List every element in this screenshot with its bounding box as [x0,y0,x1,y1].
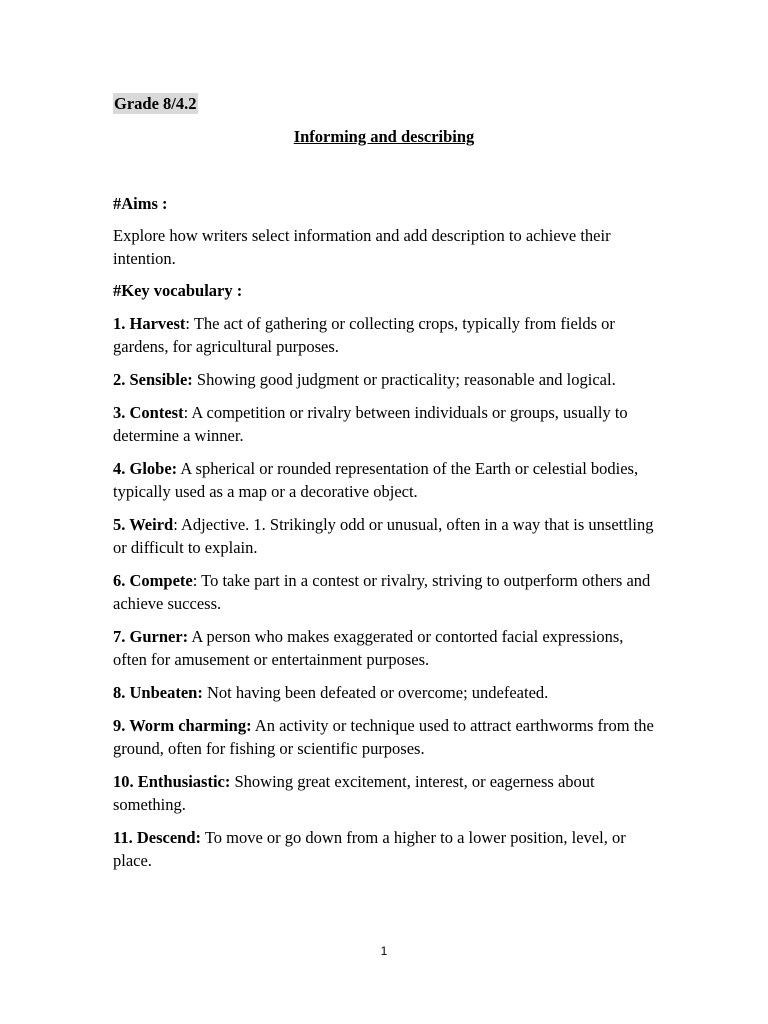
vocabulary-term: 6. Compete [113,571,193,590]
page-number: 1 [380,944,388,958]
vocabulary-definition: Showing great excitement, interest, or eagerness about something. [113,772,595,814]
vocabulary-definition: The act of gathering or collecting crops, typically from fields or gardens, for agricultural purposes. [113,314,615,356]
vocabulary-item [113,770,658,816]
vocabulary-separator: : [173,515,182,534]
vocabulary-separator: : [192,571,202,590]
vocabulary-item [113,714,658,760]
aims-text: Explore how writers select information and add description to achieve their intention. [113,226,611,268]
vocabulary-definition: A person who makes exaggerated or contorted facial expressions, often for amusement or entertainment purposes. [113,627,624,669]
document-title: Informing and describing [293,127,475,146]
vocabulary-term: 7. Gurner: [113,627,189,646]
vocabulary-item [113,513,658,559]
vocabulary-item [113,625,658,671]
vocabulary-term: 10. Enthusiastic: [113,772,231,791]
vocabulary-item [113,569,658,615]
vocabulary-item [113,681,658,704]
vocabulary-definition: An activity or technique used to attract earthworms from the ground, often for fishing or scientific purposes. [113,716,654,758]
vocabulary-term: 1. Harvest [113,314,186,333]
vocabulary-separator: : [185,314,194,333]
vocabulary-definition: A spherical or rounded representation of the Earth or celestial bodies, typically used as a map or a decorative object. [113,459,639,501]
vocabulary-heading: #Key vocabulary : [113,281,243,300]
vocabulary-term: 3. Contest [113,403,184,422]
vocabulary-definition: To take part in a contest or rivalry, striving to outperform others and achieve success. [113,571,651,613]
grade-label: Grade 8/4.2 [114,94,197,113]
vocabulary-list [113,312,658,872]
vocabulary-item [113,826,658,872]
aims-heading: #Aims : [113,194,168,213]
vocabulary-item [113,312,658,358]
vocabulary-item [113,401,658,447]
vocabulary-term: 9. Worm charming: [113,716,252,735]
vocabulary-term: 11. Descend: [113,828,201,847]
vocabulary-item [113,368,658,391]
vocabulary-definition: Not having been defeated or overcome; undefeated. [206,683,549,702]
vocabulary-term: 2. Sensible: [113,370,193,389]
document-body [113,192,658,882]
vocabulary-item [113,457,658,503]
vocabulary-term: 8. Unbeaten: [113,683,203,702]
vocabulary-term: 4. Globe: [113,459,178,478]
vocabulary-definition: A competition or rivalry between individuals or groups, usually to determine a winner. [113,403,628,445]
vocabulary-definition: Showing good judgment or practicality; reasonable and logical. [196,370,616,389]
vocabulary-definition: Adjective. 1. Strikingly odd or unusual, often in a way that is unsettling or difficult to explain. [113,515,654,557]
vocabulary-separator: : [183,403,192,422]
vocabulary-term: 5. Weird [113,515,174,534]
vocabulary-definition: To move or go down from a higher to a lower position, level, or place. [113,828,626,870]
